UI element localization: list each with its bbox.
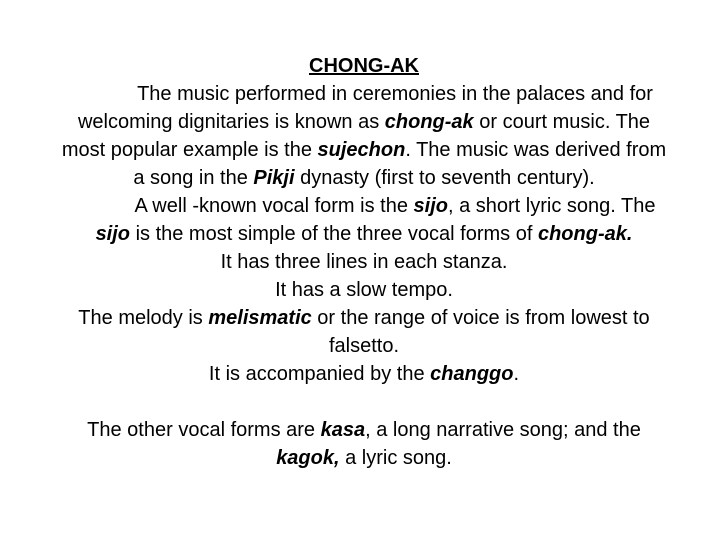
text-segment: . (513, 363, 520, 385)
text-segment: The other vocal forms are (87, 419, 321, 441)
text-segment: , a long narrative song; and the (365, 419, 641, 441)
emphasis-term: melismatic (208, 307, 312, 329)
paragraph-2-line-2 (28, 220, 700, 248)
fact-accompaniment (28, 360, 700, 388)
slide-content (28, 52, 700, 472)
text-segment: a lyric song. (339, 447, 452, 469)
paragraph-1-line-2 (28, 108, 700, 136)
text-segment: The music performed in ceremonies in the palaces and for (137, 83, 653, 105)
emphasis-term: sijo (413, 195, 448, 217)
emphasis-term: sujechon (317, 139, 406, 161)
emphasis-term: chong-ak (384, 111, 474, 133)
slide-title: CHONG-AK (309, 55, 419, 77)
paragraph-1-line-3 (28, 136, 700, 164)
text-segment: A well -known vocal form is the (134, 195, 414, 217)
text-segment: dynasty (first to seventh century). (294, 167, 595, 189)
emphasis-term: Pikji (253, 167, 295, 189)
emphasis-term: chong-ak. (537, 223, 633, 245)
text-segment: welcoming dignitaries is known as (77, 111, 385, 133)
text-segment: most popular example is the (61, 139, 318, 161)
text-segment: or the range of voice is from lowest to (311, 307, 650, 329)
text-segment: or court music. The (473, 111, 651, 133)
other-forms-line-2 (28, 444, 700, 472)
fact-melody-line-1 (28, 304, 700, 332)
text-segment: The melody is (78, 307, 209, 329)
text-segment: . The music was derived from (405, 139, 667, 161)
paragraph-1-line-1 (28, 80, 700, 108)
fact-stanza: It has three lines in each stanza. (220, 251, 508, 273)
other-forms-line-1 (28, 416, 700, 444)
paragraph-1-line-4 (28, 164, 700, 192)
text-segment: a song in the (133, 167, 254, 189)
text-segment: , a short lyric song. The (447, 195, 656, 217)
paragraph-2-line-1 (28, 192, 700, 220)
emphasis-term: sijo (95, 223, 131, 245)
emphasis-term: changgo (430, 363, 514, 385)
emphasis-term: kasa (320, 419, 366, 441)
text-segment: It is accompanied by the (208, 363, 431, 385)
emphasis-term: kagok, (276, 447, 340, 469)
fact-tempo: It has a slow tempo. (275, 279, 453, 301)
fact-melody-line-2: falsetto. (328, 335, 400, 357)
blank-line (28, 388, 700, 416)
text-segment: is the most simple of the three vocal forms of (130, 223, 538, 245)
